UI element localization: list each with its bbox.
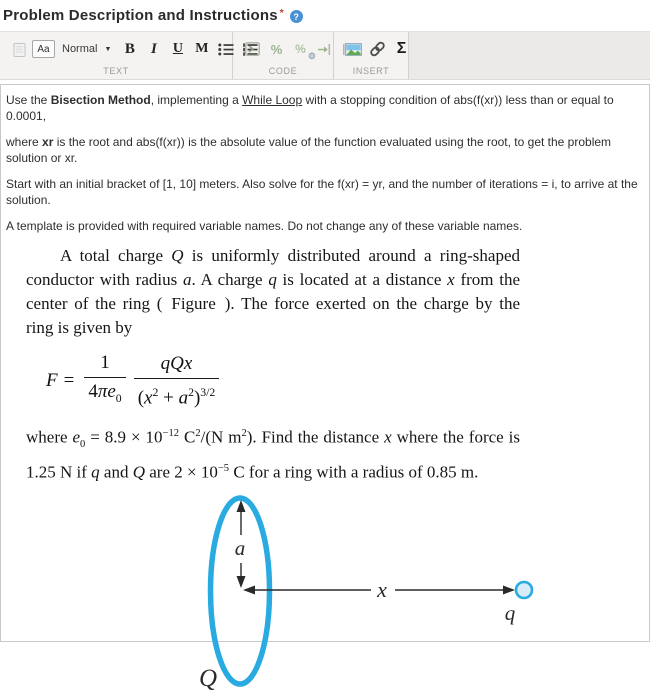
textbook-paragraph-2: where $e_0 = 8.9 \times 10^{-12}$ $C^2/(N$ $m^2$). Find the distance x where the force is 1.25 N if q and Q are $2 \times 10^{-5}$ C for a ring with a radius of 0.85 m. [26, 427, 520, 482]
ring-ellipse [211, 498, 270, 684]
editor-content-area[interactable] [0, 84, 650, 692]
monospace-button[interactable]: M [195, 41, 209, 56]
code-block-icon [245, 42, 260, 56]
coulomb-constant-fraction: $\frac{1}{4\pi e_0}$ [84, 351, 125, 411]
point-charge-label: q [504, 600, 516, 625]
comment-settings-button[interactable] [289, 37, 316, 61]
text-style-button[interactable]: Aa [32, 40, 55, 58]
toolbar-group-code [233, 32, 334, 79]
image-icon [345, 43, 362, 56]
toolbar-group-label-code: CODE [268, 66, 298, 76]
equation-lhs: F [46, 369, 58, 391]
underline-button[interactable]: U [172, 41, 183, 56]
instruction-paragraph: where xr is the root and abs(f(xr)) is the absolute value of the function evaluated using the root, to get the problem solution or xr. [6, 135, 612, 165]
toolbar-group-insert [334, 32, 409, 79]
charge-distance-fraction: $\frac{\text{qQx}}{(x^2 + a^2)^{3/2}}$ [134, 352, 220, 410]
toolbar-group-text [0, 32, 233, 79]
paste-icon [13, 42, 26, 57]
instruction-paragraph: Use the Bisection Method, implementing a While Loop with a stopping condition of abs(f(xr)) less than or equal to 0.0001, [6, 93, 614, 123]
gear-icon: ⚙ [307, 51, 316, 61]
page-title: Problem Description and Instructions [3, 7, 278, 24]
instruction-paragraph: A template is provided with required variable names. Do not change any of these variable names. [6, 219, 523, 233]
chevron-down-icon: ▼ [104, 45, 112, 53]
comment-button[interactable]: % [270, 41, 283, 57]
code-block-button[interactable] [241, 37, 264, 61]
instruction-paragraph: Start with an initial bracket of [1, 10] meters. Also solve for the f(xr) = yr, and the number of iterations = i, to arrive at the solution. [6, 177, 638, 207]
equals-sign: = [63, 369, 75, 391]
distance-arrowhead-left [243, 585, 255, 594]
paste-button[interactable] [8, 37, 31, 61]
help-icon[interactable]: ? [290, 10, 303, 23]
paragraph-style-value: Normal [62, 43, 98, 55]
bullet-list-icon [218, 43, 234, 56]
point-charge-circle [516, 582, 532, 598]
force-equation [46, 351, 520, 411]
insert-group-icons [334, 32, 408, 66]
radius-arrowhead-down [237, 576, 246, 588]
distance-label: x [377, 576, 387, 602]
textbook-excerpt [26, 244, 520, 485]
insert-image-button[interactable] [342, 37, 365, 61]
toolbar-group-label-text: TEXT [103, 66, 129, 76]
percent-icon: % [295, 42, 306, 56]
text-group-icons [0, 32, 232, 66]
bold-button[interactable]: B [124, 40, 135, 57]
link-icon [369, 41, 386, 57]
distance-arrowhead-right [503, 585, 515, 594]
editor-toolbar [0, 31, 650, 80]
paragraph-style-dropdown[interactable] [56, 43, 117, 55]
insert-link-button[interactable] [366, 37, 389, 61]
italic-button[interactable]: I [150, 40, 157, 57]
indent-button[interactable] [313, 37, 336, 61]
ring-charge-figure [183, 487, 563, 699]
sigma-icon: Σ [396, 40, 407, 57]
toolbar-filler [409, 32, 650, 79]
figure-reference: Figure [171, 294, 216, 313]
required-marker: * [279, 8, 284, 19]
ring-charge-label: Q [198, 664, 218, 692]
radius-label: a [234, 535, 246, 560]
header [0, 0, 650, 31]
toolbar-group-label-insert: INSERT [352, 66, 390, 76]
code-group-icons [233, 32, 333, 66]
indent-arrow-icon [317, 43, 333, 56]
textbook-paragraph-1: A total charge Q is uniformly distributed around a ring-shaped conductor with radius a. A charge q is located at a distance x from the center of the ring ( Figure ). The force exerted on the charge by the ring is given by [26, 246, 520, 337]
